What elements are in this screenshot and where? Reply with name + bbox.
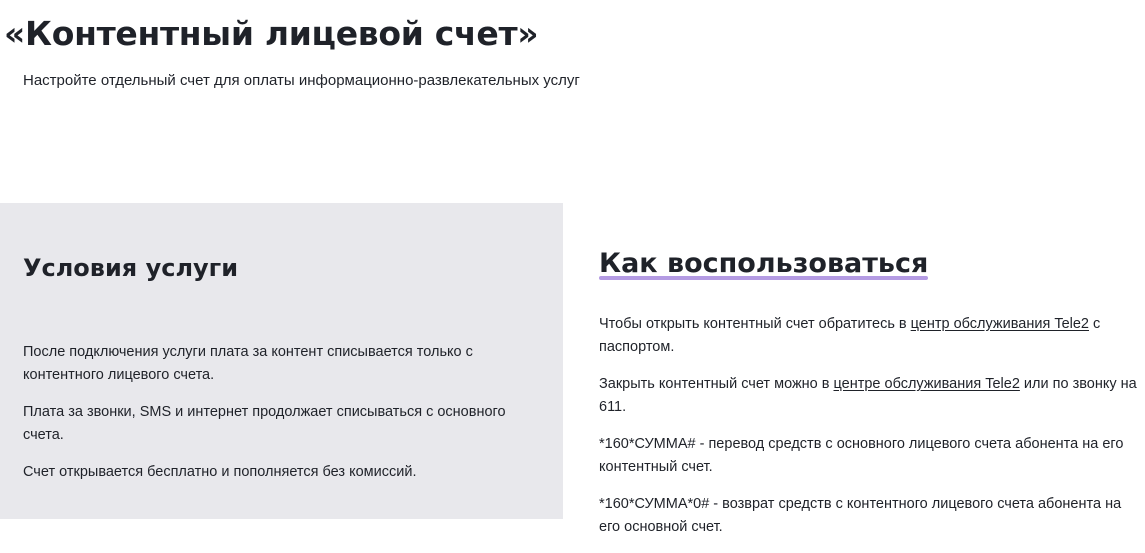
page-subtitle: Настройте отдельный счет для оплаты информационно-развлекательных услуг (23, 72, 580, 89)
condition-paragraph-free-opening: Счет открывается бесплатно и пополняется без комиссий. (23, 464, 417, 480)
service-conditions-panel (0, 203, 563, 519)
open-account-paragraph: Чтобы открыть контентный счет обратитесь в центр обслуживания Tele2 с паспортом. (599, 316, 1101, 355)
page-title: «Контентный лицевой счет» (4, 14, 539, 53)
close-account-paragraph: Закрыть контентный счет можно в центре обслуживания Tele2 или по звонку на 611. (599, 376, 1137, 415)
how-to-use-heading-text: Как воспользоваться (599, 248, 929, 279)
how-to-use-text (599, 313, 1139, 553)
service-conditions-heading: Условия услуги (23, 254, 239, 282)
how-to-use-heading (599, 244, 928, 284)
transfer-command-paragraph: *160*СУММА# - перевод средств с основного лицевого счета абонента на его контентный счет. (599, 436, 1124, 475)
service-center-link-close[interactable]: центре обслуживания Tele2 (833, 376, 1020, 392)
service-center-link[interactable]: центр обслуживания Tele2 (910, 316, 1089, 332)
condition-paragraph-main-charge: Плата за звонки, SMS и интернет продолжает списываться с основного счета. (23, 404, 506, 443)
service-conditions-text (23, 341, 513, 498)
condition-paragraph-content-charge: После подключения услуги плата за контент списывается только с контентного лицевого счета. (23, 344, 473, 383)
return-command-paragraph: *160*СУММА*0# - возврат средств с контентного лицевого счета абонента на его основной счет. (599, 496, 1122, 535)
